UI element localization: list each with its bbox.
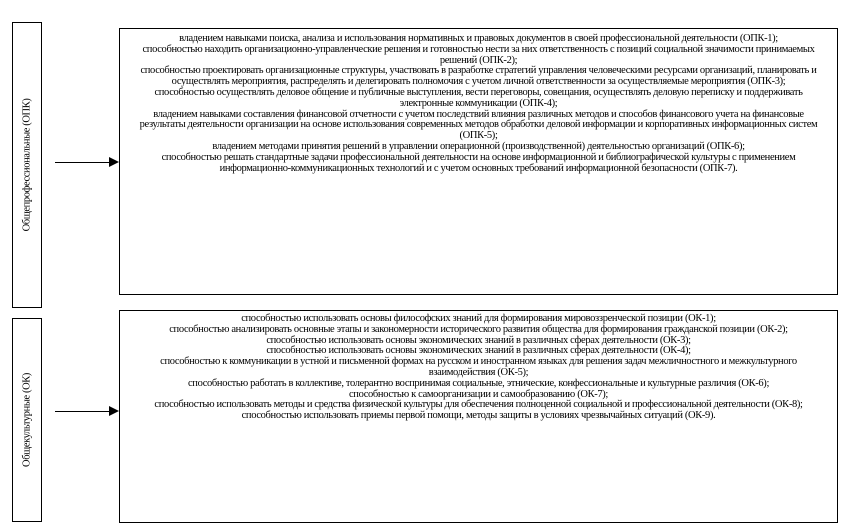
opk-arrowhead (109, 157, 119, 167)
ok-item-6: способностью работать в коллективе, толерантно воспринимая социальные, этнические, конфессиональные и культурные различия (ОК-6); (187, 377, 770, 389)
ok-arrowhead (109, 406, 119, 416)
opk-category-label: Общепрофессиональные (ОПК) (21, 98, 33, 232)
opk-competencies-box (119, 28, 838, 295)
opk-item-1: владением навыками поиска, анализа и использования нормативных и правовых документов в своей профессиональной деятельности (ОПК-1); (179, 33, 778, 44)
opk-item-4: способностью осуществлять деловое общение и публичные выступления, вести переговоры, совещания, осуществлять деловую переписку и поддерживать электронные коммуникации (ОПК-4); (154, 86, 803, 109)
ok-competencies-box (119, 310, 838, 523)
opk-item-6: владением методами принятия решений в управлении операционной (производственной) деятельностью организаций (ОПК-6); (212, 140, 745, 152)
ok-item-3: способностью использовать основы экономических знаний в различных сферах деятельности (ОК-3); (266, 334, 691, 346)
opk-item-7: способностью решать стандартные задачи профессиональной деятельности на основе информационной и библиографической культуры с применением информационно-коммуникационных технологий и с учетом основных требований информационной безопасности (ОПК-7). (161, 151, 796, 174)
opk-item-5: владением навыками составления финансовой отчетности с учетом последствий влияния различных методов и способов финансового учета на финансовые результаты деятельности организации на основе использования современных методов обработки деловой информации и корпоративных информационных систем (ОПК-5); (139, 108, 818, 142)
ok-item-5: способностью к коммуникации в устной и письменной формах на русском и иностранном языках для решения задач межличностного и межкультурного взаимодействия (ОК-5); (160, 356, 797, 378)
opk-item-3: способностью проектировать организационные структуры, участвовать в разработке стратегий управления человеческими ресурсами организаций, планировать и осуществлять мероприятия, распределять и делегировать полномочия с учетом личной ответственности за осуществляемые мероприятия (ОПК-3); (140, 65, 817, 88)
ok-item-4: способностью использовать основы экономических знаний в различных сферах деятельности (ОК-4); (266, 345, 691, 357)
opk-item-2: способностью находить организационно-управленческие решения и готовностью нести за них ответственность с позиций социальной значимости принимаемых решений (ОПК-2); (142, 43, 815, 66)
opk-arrow (55, 162, 117, 163)
ok-item-2: способностью анализировать основные этапы и закономерности исторического развития общества для формирования гражданской позиции (ОК-2); (169, 323, 788, 335)
ok-category-box (12, 318, 42, 522)
ok-item-7: способностью к самоорганизации и самообразованию (ОК-7); (348, 388, 608, 400)
opk-category-box (12, 22, 42, 308)
ok-category-label: Общекультурные (ОК) (21, 373, 33, 467)
ok-item-1: способностью использовать основы философских знаний для формирования мировоззренческой позиции (ОК-1); (241, 313, 716, 324)
ok-arrow (55, 411, 117, 412)
ok-item-8: способностью использовать методы и средства физической культуры для обеспечения полноценной социальной и профессиональной деятельности (ОК-8); (154, 399, 803, 411)
ok-item-9: способностью использовать приемы первой помощи, методы защиты в условиях чрезвычайных ситуаций (ОК-9). (241, 410, 716, 422)
